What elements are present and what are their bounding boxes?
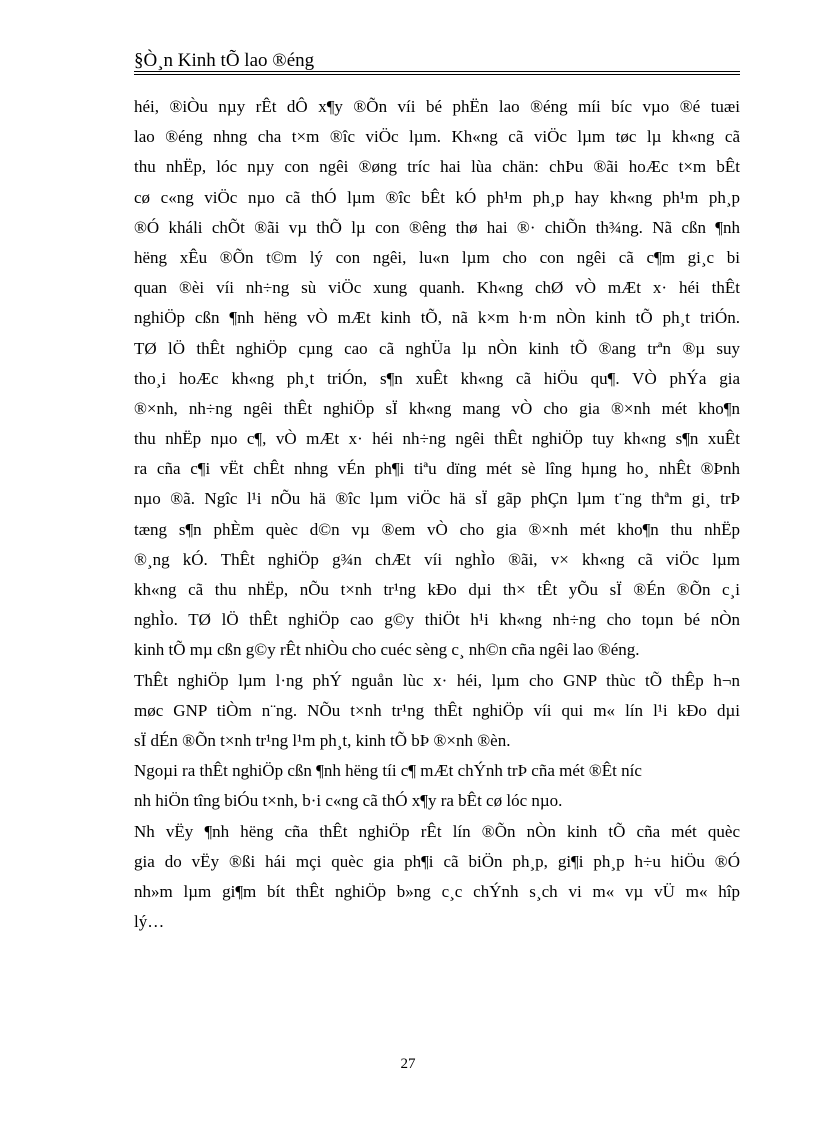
text-line: thu nhËp nµo c¶, vÒ mÆt x· héi nh÷ng ngêi thÊt nghiÖp tuy kh«ng s¶n xuÊt — [134, 429, 740, 449]
header-rule — [134, 71, 740, 72]
text-line: ®×nh, nh÷ng ngêi thÊt nghiÖp sÏ kh«ng mang vÒ cho gia ®×nh mét kho¶n — [134, 398, 740, 418]
text-line: ®¸ng kÓ. ThÊt nghiÖp g¾n chÆt víi nghÌo ®ãi, v× kh«ng cã viÖc lµm — [134, 549, 740, 569]
header-rule-double — [134, 74, 740, 75]
text-line: Nh vËy ¶nh hëng cña thÊt nghiÖp rÊt lín ®Õn nÒn kinh tÕ cña mét quèc — [134, 821, 740, 841]
text-line: nghiÖp cßn ¶nh hëng vÒ mÆt kinh tÕ, nã k×m h·m nÒn kinh tÕ ph¸t triÓn. — [134, 308, 740, 328]
text-line: ThÊt nghiÖp lµm l·ng phÝ nguån lùc x· héi, lµm cho GNP thùc tÕ thÊp h¬n — [134, 670, 740, 690]
text-line: møc GNP tiÒm n¨ng. NÕu t×nh tr¹ng thÊt nghiÖp víi qui m« lín l¹i kÐo dµi — [134, 700, 740, 720]
page-number: 27 — [400, 1056, 416, 1072]
text-line: nghÌo. TØ lÖ thÊt nghiÖp cao g©y thiÖt h¹i kh«ng nh÷ng cho toµn bé nÒn — [134, 610, 740, 630]
text-line: kh«ng cã thu nhËp, nÕu t×nh tr¹ng kÐo dµi th× tÊt yÕu sÏ ®Én ®Õn c¸i — [134, 580, 740, 599]
text-line: quan ®èi víi nh÷ng sù viÖc xung quanh. Kh«ng chØ vÒ mÆt x· héi thÊt — [134, 278, 740, 298]
text-line: ra cña c¶i vËt chÊt nhng vÉn ph¶i tiªu dïng mét sè lîng hµng ho¸ nhÊt ®Þnh — [134, 459, 740, 479]
text-line: ®Ó kháli chÕt ®ãi vµ thÕ lµ con ®êng thø hai ®· chiÕn th¾ng. Nã cßn ¶nh — [134, 217, 740, 237]
text-line: nµo ®ã. Ngîc l¹i nÕu hä ®îc lµm viÖc hä sÏ gãp phÇn lµm t¨ng thªm gi¸ trÞ — [134, 489, 740, 509]
text-line: héi, ®iÒu nµy rÊt dÔ x¶y ®Õn víi bé phËn lao ®éng míi bíc vµo ®é tuæi — [134, 97, 740, 116]
body-text — [134, 92, 740, 937]
text-line: nh hiÖn tîng biÓu t×nh, b·i c«ng cã thÓ x¶y ra bÊt cø lóc nµo. — [134, 791, 563, 811]
text-line: sÏ dÉn ®Õn t×nh tr¹ng l¹m ph¸t, kinh tÕ bÞ ®×nh ®èn. — [134, 730, 511, 750]
text-line: cø c«ng viÖc nµo cã thÓ lµm ®îc bÊt kÓ ph¹m ph¸p hay kh«ng ph¹m ph¸p — [134, 187, 740, 207]
header-title: §Ò¸n Kinh tÕ lao ®éng — [134, 50, 315, 71]
text-line: thu nhËp, lóc nµy con ngêi ®øng tríc hai lùa chän: chÞu ®ãi hoÆc t×m bÊt — [134, 157, 740, 177]
text-line: nh»m lµm gi¶m bít thÊt nghiÖp b»ng c¸c chÝnh s¸ch vi m« vµ vÜ m« hîp — [134, 881, 740, 901]
text-line: TØ lÖ thÊt nghiÖp cµng cao cã nghÜa lµ nÒn kinh tÕ ®ang trªn ®µ suy — [134, 338, 740, 358]
text-line: hëng xÊu ®Õn t©m lý con ngêi, lu«n lµm cho con ngêi cã c¶m gi¸c bi — [134, 247, 740, 267]
text-line: gia do vËy ®ßi hái mçi quèc gia ph¶i cã biÖn ph¸p, gi¶i ph¸p h÷u hiÖu ®Ó — [134, 851, 740, 871]
text-line: tho¸i hoÆc kh«ng ph¸t triÓn, s¶n xuÊt kh«ng cã hiÖu qu¶. VÒ phÝa gia — [134, 368, 740, 388]
text-line: lao ®éng nhng cha t×m ®îc viÖc lµm. Kh«ng cã viÖc lµm tøc lµ kh«ng cã — [134, 127, 740, 147]
text-line: lý… — [134, 912, 165, 932]
page-header — [134, 46, 740, 74]
text-line: Ngoµi ra thÊt nghiÖp cßn ¶nh hëng tíi c¶ mÆt chÝnh trÞ cña mét ®Êt níc — [134, 761, 642, 781]
text-line: tæng s¶n phÈm quèc d©n vµ ®em vÒ cho gia ®×nh mét kho¶n thu nhËp — [134, 519, 740, 539]
text-line: kinh tÕ mµ cßn g©y rÊt nhiÒu cho cuéc sèng c¸ nh©n cña ngêi lao ®éng. — [134, 640, 640, 660]
